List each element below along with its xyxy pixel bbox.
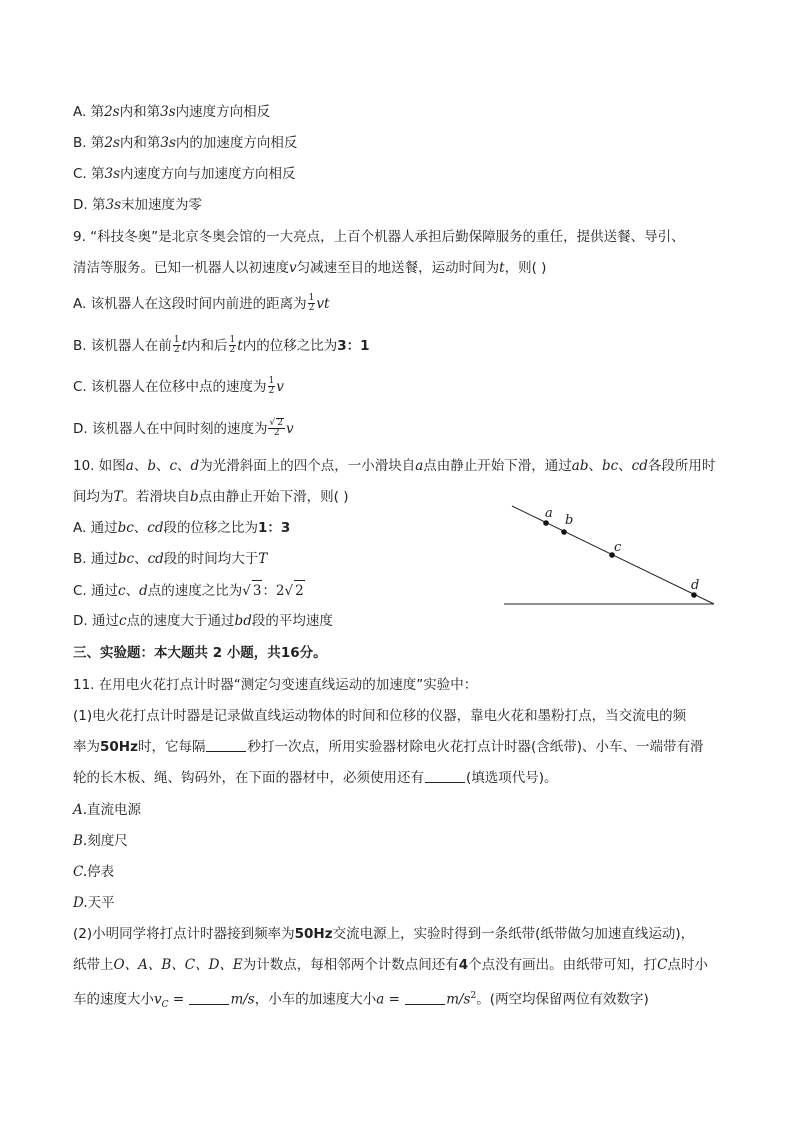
q10-stem-line2: 间均为T。若滑块自b点由静止开始下滑，则( ) <box>73 489 349 505</box>
q9-option-a: A. 该机器人在这段时间内前进的距离为 $\frac{1}{2}$ vt <box>73 292 330 313</box>
section-heading: 三、实验题：本大题共 2 小题，共16分。 <box>73 645 327 661</box>
q11-part1-line2: 率为50Hz时，它每隔 秒打一次点，所用实验器材除电火花打点计时器(含纸带)、小车、一端带有滑 <box>73 739 704 755</box>
q9-option-d: D. 该机器人在中间时刻的速度为 $\frac{√ 2}{2}$ v <box>73 418 294 438</box>
incline-diagram <box>500 500 720 610</box>
answer-blank[interactable] <box>425 768 465 783</box>
q10-option-c: C. 通过c、d点的速度之比为√ 3：2√ 2 <box>73 580 305 601</box>
q11-part1-line3: 轮的长木板、绳、钩码外，在下面的器材中，必须使用还有 (填选项代号)。 <box>73 770 558 786</box>
q11-part2-line3: 车的速度大小$v_C = m/s$，小车的加速度大小$a = m/s^2$。(两空均保留两位有效数字) <box>73 991 649 1011</box>
q10-option-b: B. 通过bc、cd段的时间均大于T <box>73 551 268 567</box>
label-b: b <box>565 513 574 528</box>
answer-blank[interactable] <box>189 990 229 1005</box>
label-c: c <box>614 540 622 555</box>
answer-blank[interactable] <box>405 990 445 1005</box>
q9-option-b: B. 该机器人在前 $\frac{1}{2}$ t内和后 $\frac{1}{2}$ t内的位移之比为3：1 <box>73 334 370 355</box>
q11-part2-line2: 纸带上O、A、B、C、D、E为计数点，每相邻两个计数点间还有4个点没有画出。由纸带可知，打C点时小 <box>73 957 708 973</box>
answer-blank[interactable] <box>206 737 246 752</box>
q8-option-a: A. 第2s内和第3s内速度方向相反 <box>73 104 271 120</box>
q10-option-d: D. 通过c点的速度大于通过bd段的平均速度 <box>73 613 333 629</box>
label-d: d <box>691 578 700 593</box>
fraction: $\frac{1}{2}$ <box>308 292 315 313</box>
point-a <box>543 520 549 526</box>
fraction: $\frac{1}{2}$ <box>268 375 275 396</box>
q11-option-d: D.天平 <box>73 895 115 911</box>
fraction: $\frac{1}{2}$ <box>229 334 236 355</box>
q9-stem-line1: 9. “科技冬奥”是北京冬奥会馆的一大亮点，上百个机器人承担后勤保障服务的重任，提供送餐、导引、 <box>73 229 685 245</box>
q11-part2-line1: (2)小明同学将打点计时器接到频率为50Hz交流电源上，实验时得到一条纸带(纸带做匀加速直线运动)， <box>73 926 695 942</box>
q11-option-b: B.刻度尺 <box>73 833 128 849</box>
q11-option-a: A.直流电源 <box>73 802 142 818</box>
fraction: $\frac{1}{2}$ <box>173 334 180 355</box>
q9-option-c: C. 该机器人在位移中点的速度为 $\frac{1}{2}$ v <box>73 375 284 396</box>
q8-option-b: B. 第2s内和第3s内的加速度方向相反 <box>73 135 298 151</box>
point-d <box>691 592 697 598</box>
q9-stem-line2: 清洁等服务。已知一机器人以初速度v匀减速至目的地送餐，运动时间为t，则( ) <box>73 260 547 276</box>
q11-title: 11. 在用电火花打点计时器“测定匀变速直线运动的加速度”实验中： <box>73 677 478 693</box>
q10-stem-line1: 10. 如图a、b、c、d为光滑斜面上的四个点，一小滑块自a点由静止开始下滑，通过ab、bc、cd各段所用时 <box>73 458 716 474</box>
q10-option-a: A. 通过bc、cd段的位移之比为1：3 <box>73 520 291 536</box>
point-b <box>561 529 567 535</box>
q8-option-d: D. 第3s末加速度为零 <box>73 197 203 213</box>
q11-option-c: C.停表 <box>73 864 115 880</box>
q11-part1-line1: (1)电火花打点计时器是记录做直线运动物体的时间和位移的仪器，靠电火花和墨粉打点，当交流电的频 <box>73 708 687 724</box>
fraction: $\frac{√ 2}{2}$ <box>269 418 283 438</box>
label-a: a <box>545 506 553 521</box>
q8-option-c: C. 第3s内速度方向与加速度方向相反 <box>73 166 296 182</box>
